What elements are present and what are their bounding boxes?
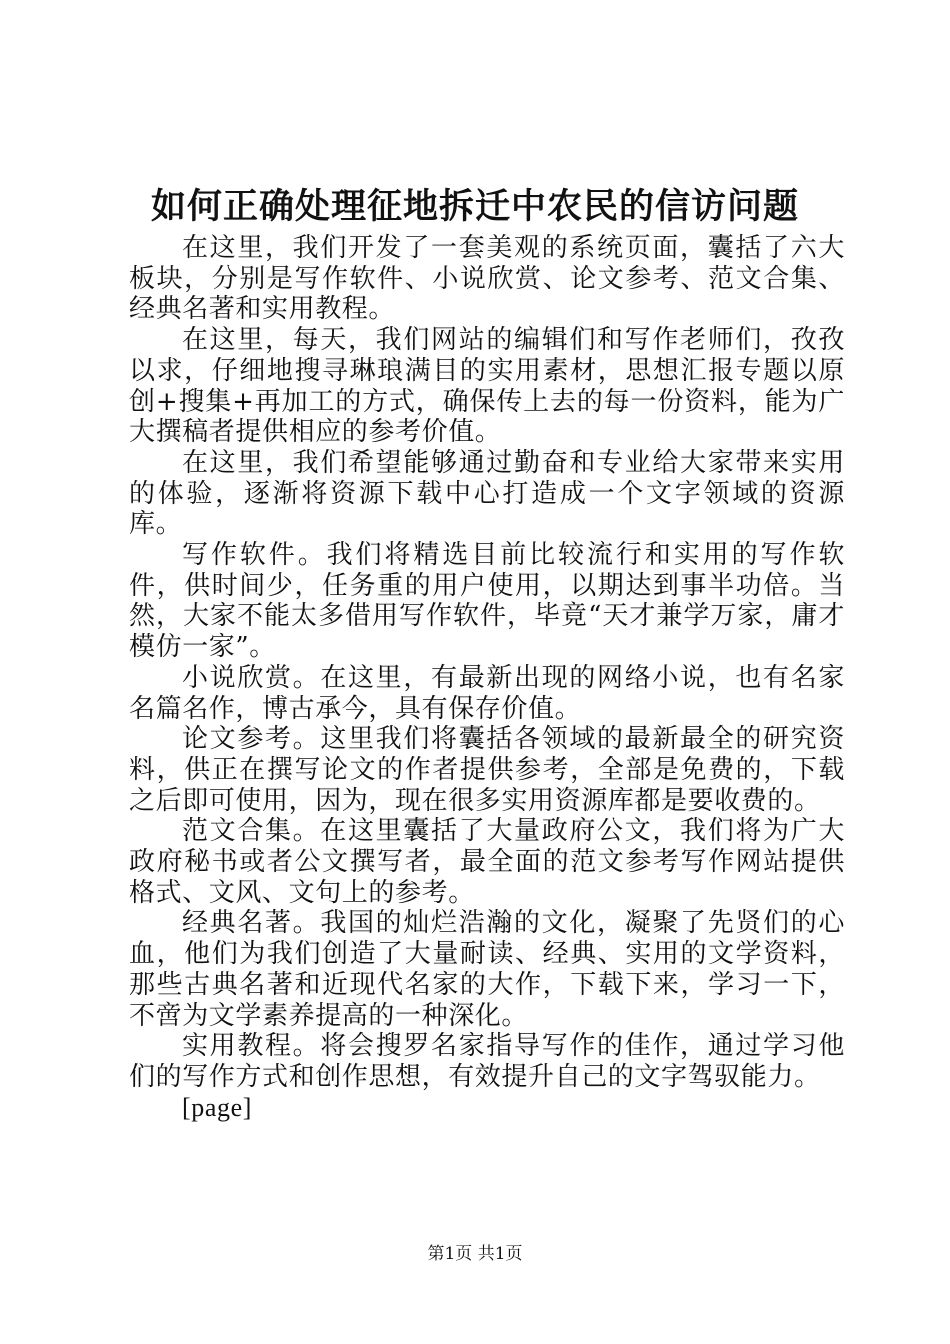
paragraph-paper-reference: 论文参考。这里我们将囊括各领域的最新最全的研究资料，供正在撰写论文的作者提供参考，全部是免费的，下载之后即可使用，因为，现在很多实用资源库都是要收费的。 <box>129 724 845 816</box>
paragraph-tutorials: 实用教程。将会搜罗名家指导写作的佳作，通过学习他们的写作方式和创作思想，有效提升自己的文字驾驭能力。 <box>129 1031 845 1092</box>
paragraph-sample-collection: 范文合集。在这里囊括了大量政府公文，我们将为广大政府秘书或者公文撰写者，最全面的范文参考写作网站提供格式、文风、文句上的参考。 <box>129 816 845 908</box>
page-marker: [page] <box>182 1092 252 1122</box>
paragraph-classics: 经典名著。我国的灿烂浩瀚的文化，凝聚了先贤们的心血，他们为我们创造了大量耐读、经典、实用的文学资料，那些古典名著和近现代名家的大作，下载下来，学习一下，不啻为文学素养提高的一种深化。 <box>129 908 845 1031</box>
paragraph-writing-software: 写作软件。我们将精选目前比较流行和实用的写作软件，供时间少，任务重的用户使用，以期达到事半功倍。当然，大家不能太多借用写作软件，毕竟“天才兼学万家，庸才模仿一家”。 <box>129 540 845 663</box>
paragraph-intro: 在这里，我们开发了一套美观的系统页面，囊括了六大板块，分别是写作软件、小说欣赏、论文参考、范文合集、经典名著和实用教程。 <box>129 233 845 325</box>
paragraph-hope: 在这里，我们希望能够通过勤奋和专业给大家带来实用的体验，逐渐将资源下载中心打造成一个文字领域的资源库。 <box>129 447 845 540</box>
page-footer: 第1页 共1页 <box>427 1244 523 1264</box>
paragraph-daily-work: 在这里，每天，我们网站的编辑们和写作老师们，孜孜以求，仔细地搜寻琳琅满目的实用素材，思想汇报专题以原创+搜集+再加工的方式，确保传上去的每一份资料，能为广大撰稿者提供相应的参考价值。 <box>129 325 845 448</box>
document-title: 如何正确处理征地拆迁中农民的信访问题 <box>150 186 799 227</box>
paragraph-novel-appreciation: 小说欣赏。在这里，有最新出现的网络小说，也有名家名篇名作，博古承今，具有保存价值。 <box>129 662 845 724</box>
document-body <box>129 233 845 1123</box>
